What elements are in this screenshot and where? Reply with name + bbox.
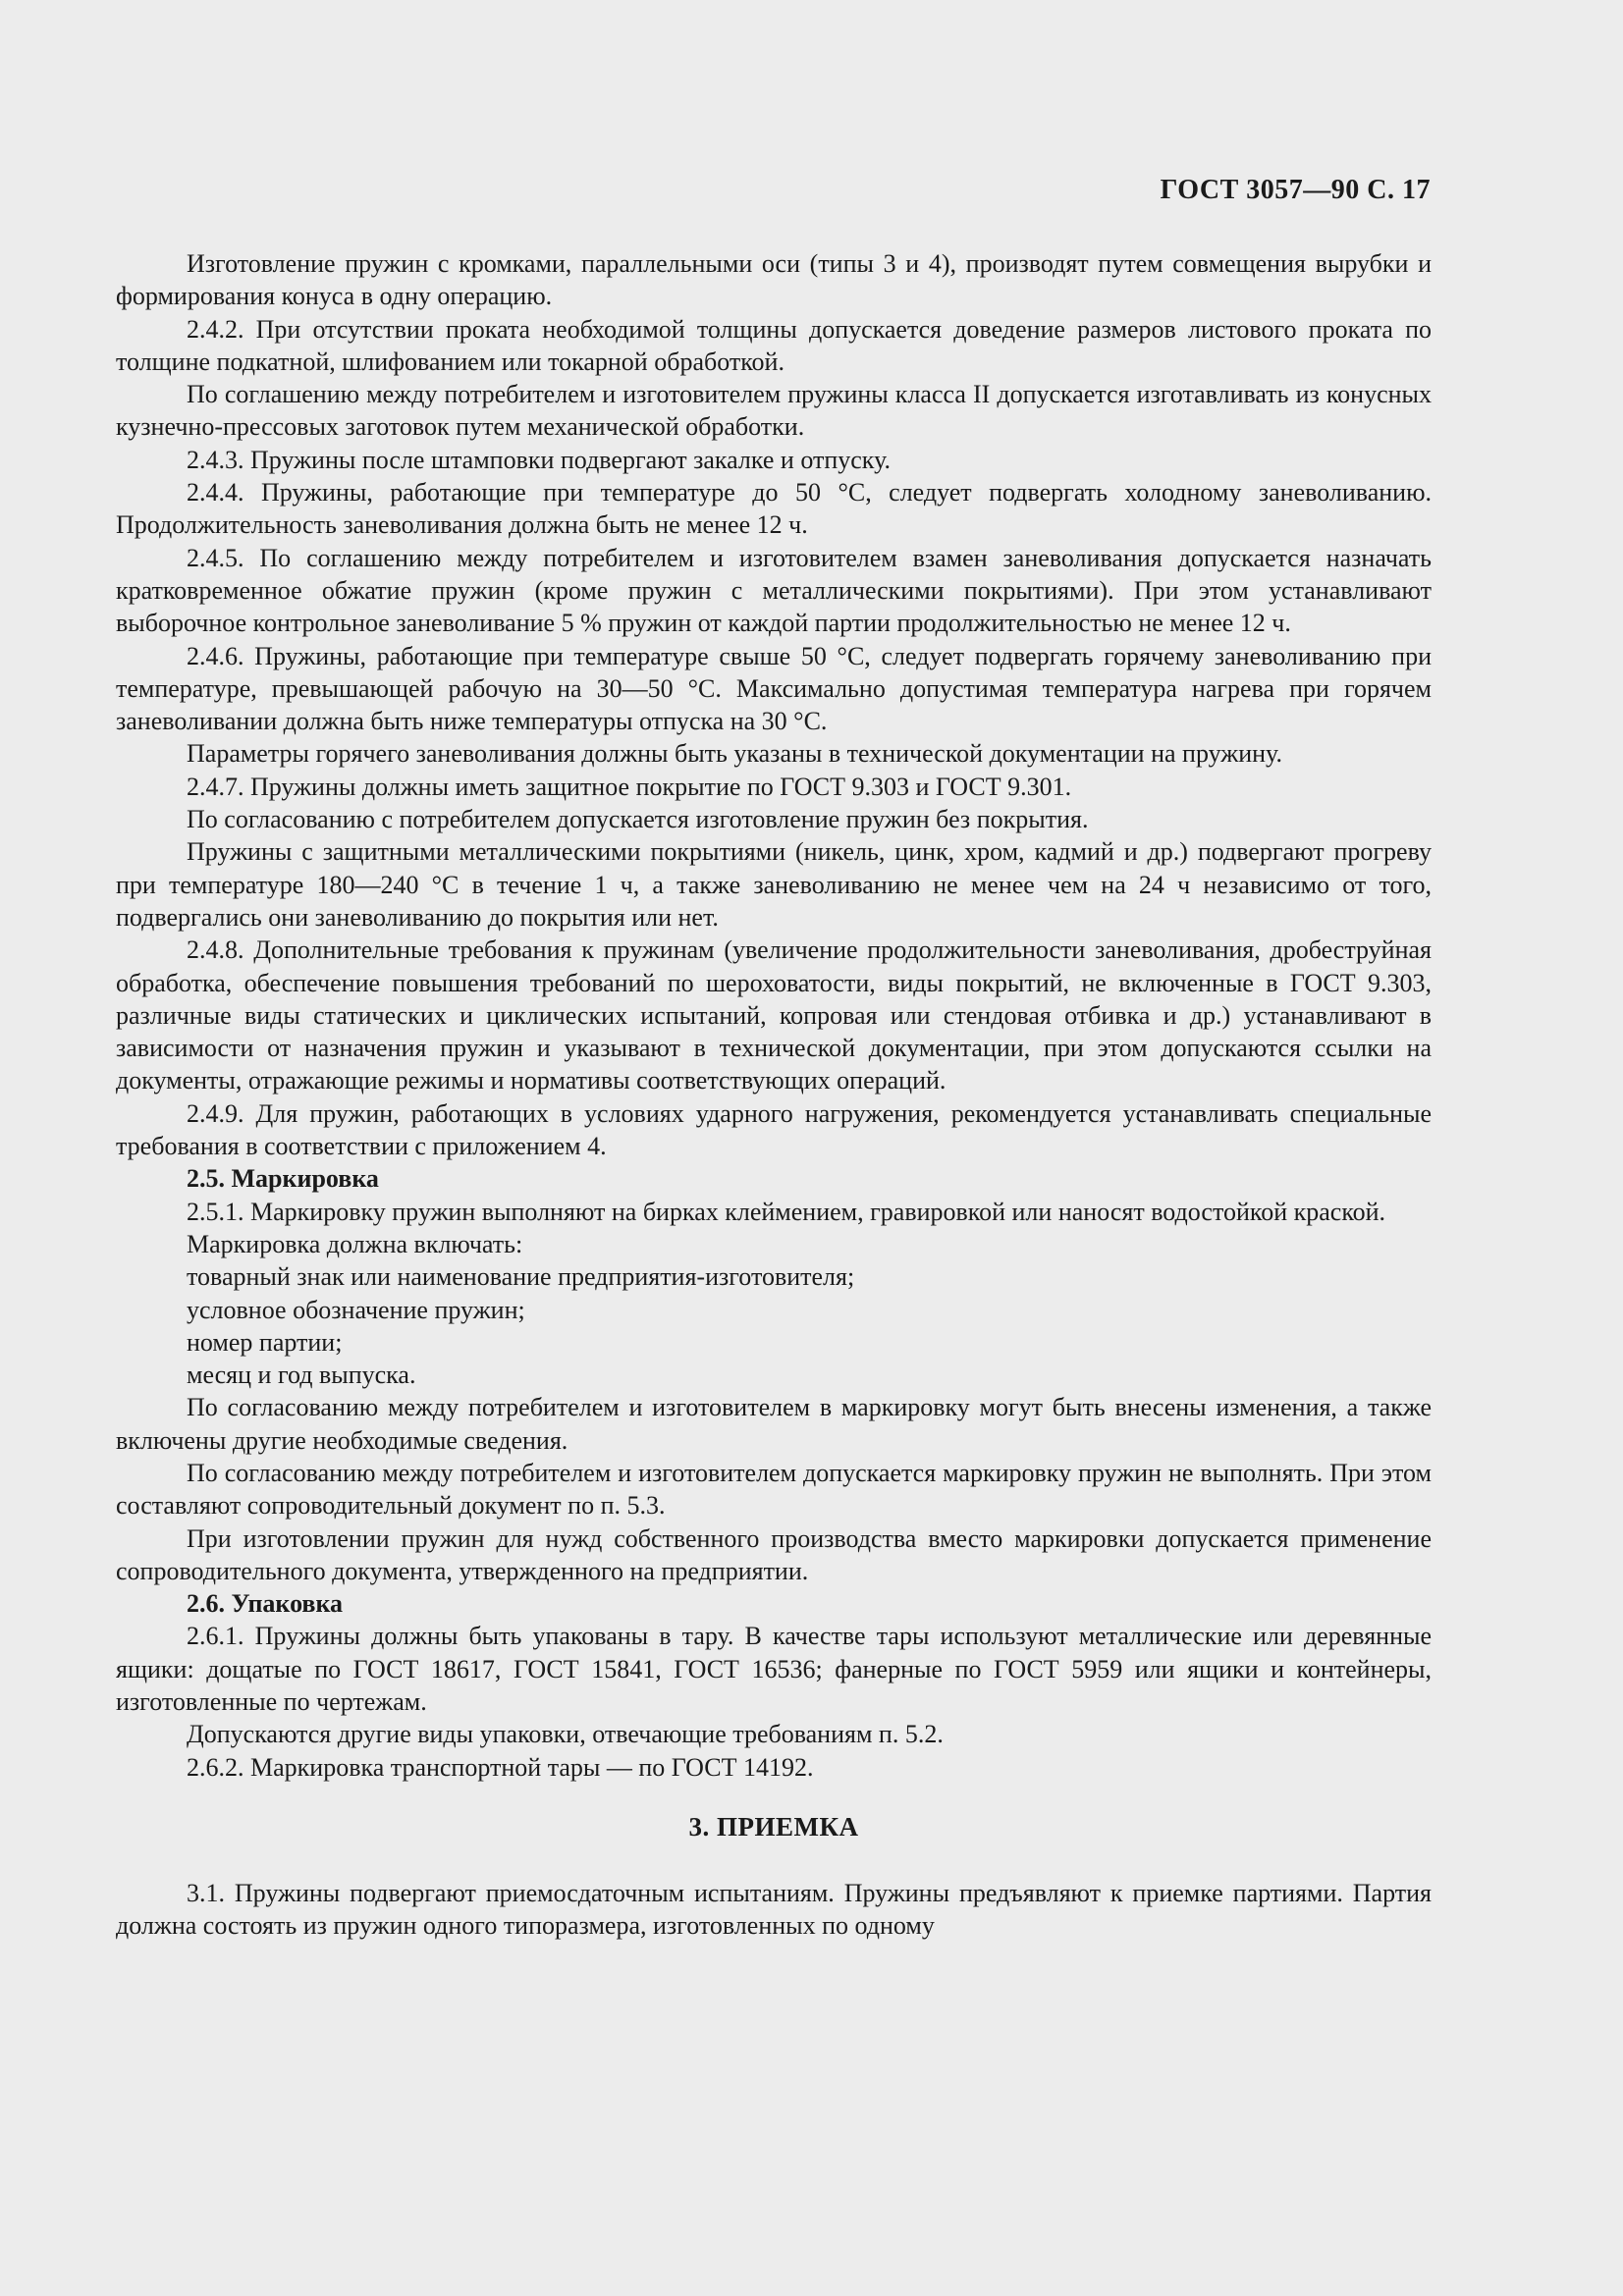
paragraph: 3.1. Пружины подвергают приемосдаточным испытаниям. Пружины предъявляют к приемке партиями. Партия должна состоять из пружин одного типоразмера, изготовленных по одному [116,1878,1432,1941]
paragraph: 2.4.4. Пружины, работающие при температуре до 50 °С, следует подвергать холодному заневоливанию. Продолжительность заневоливания должна быть не менее 12 ч. [116,478,1432,540]
list-item: товарный знак или наименование предприятия-изготовителя; [187,1262,855,1292]
paragraph: 2.4.9. Для пружин, работающих в условиях ударного нагружения, рекомендуется устанавливать специальные требования в соответствии с приложением 4. [116,1098,1432,1161]
document-body [116,247,1432,1943]
paragraph: 2.4.5. По соглашению между потребителем и изготовителем взамен заневоливания допускается назначать кратковременное обжатие пружин (кроме пружин с металлическими покрытиями). При этом устанавливают выборочное контрольное заневоливание 5 % пружин от каждой партии продолжительностью не менее 12 ч. [116,543,1432,638]
paragraph: 2.4.6. Пружины, работающие при температуре свыше 50 °С, следует подвергать горячему заневоливанию при температуре, превышающей рабочую на 30—50 °С. Максимально допустимая температура нагрева при горячем заневоливании должна быть ниже температуры отпуска на 30 °С. [116,641,1432,736]
paragraph: По согласованию между потребителем и изготовителем допускается маркировку пружин не выполнять. При этом составляют сопроводительный документ по п. 5.3. [116,1458,1432,1521]
paragraph: 2.6.1. Пружины должны быть упакованы в тару. В качестве тары используют металлические или деревянные ящики: дощатые по ГОСТ 18617, ГОСТ 15841, ГОСТ 16536; фанерные по ГОСТ 5959 или ящики и контейнеры, изготовленные по чертежам. [116,1622,1432,1717]
paragraph: 2.4.8. Дополнительные требования к пружинам (увеличение продолжительности заневоливания, дробеструйная обработка, обеспечение повышения требований по шероховатости, виды покрытий, не включенные в ГОСТ 9.303, различные виды статических и циклических испытаний, копровая или стендовая отбивка и др.) устанавливают в зависимости от назначения пружин и указывают в технической документации, при этом допускаются ссылки на документы, отражающие режимы и нормативы соответствующих операций. [116,935,1432,1095]
list-item: месяц и год выпуска. [187,1361,416,1390]
paragraph: Параметры горячего заневоливания должны быть указаны в технической документации на пружину. [187,739,1282,769]
paragraph: Пружины с защитными металлическими покрытиями (никель, цинк, хром, кадмий и др.) подвергают прогреву при температуре 180—240 °С в течение 1 ч, а также заневоливанию не менее чем на 24 ч независимо от того, подвергались они заневоливанию до покрытия или нет. [116,837,1432,932]
paragraph: 2.4.3. Пружины после штамповки подвергают закалке и отпуску. [187,445,891,474]
paragraph: 2.4.7. Пружины должны иметь защитное покрытие по ГОСТ 9.303 и ГОСТ 9.301. [187,772,1072,801]
paragraph: 2.4.2. При отсутствии проката необходимой толщины допускается доведение размеров листового проката по толщине подкатной, шлифованием или токарной обработкой. [116,314,1432,376]
paragraph: По согласованию между потребителем и изготовителем в маркировку могут быть внесены изменения, а также включены другие необходимые сведения. [116,1393,1432,1455]
paragraph: По соглашению между потребителем и изготовителем пружины класса II допускается изготавливать из конусных кузнечно-прессовых заготовок путем механической обработки. [116,380,1432,442]
paragraph: При изготовлении пружин для нужд собственного производства вместо маркировки допускается применение сопроводительного документа, утвержденного на предприятии. [116,1523,1432,1585]
paragraph: Допускаются другие виды упаковки, отвечающие требованиям п. 5.2. [187,1720,944,1749]
paragraph: 2.6.2. Маркировка транспортной тары — по ГОСТ 14192. [187,1752,814,1782]
page-header: ГОСТ 3057—90 С. 17 [1160,175,1431,205]
list-item: номер партии; [187,1327,343,1357]
paragraph: Маркировка должна включать: [187,1229,523,1258]
paragraph: 2.5.1. Маркировку пружин выполняют на бирках клеймением, гравировкой или наносят водостойкой краской. [187,1197,1386,1226]
list-item: условное обозначение пружин; [187,1295,525,1324]
subsection-heading: 2.6. Упаковка [187,1589,344,1619]
section-title: 3. ПРИЕМКА [688,1811,859,1842]
subsection-heading: 2.5. Маркировка [187,1164,379,1194]
paragraph: Изготовление пружин с кромками, параллельными оси (типы 3 и 4), производят путем совмещения вырубки и формирования конуса в одну операцию. [116,249,1432,311]
paragraph: По согласованию с потребителем допускается изготовление пружин без покрытия. [187,805,1089,834]
